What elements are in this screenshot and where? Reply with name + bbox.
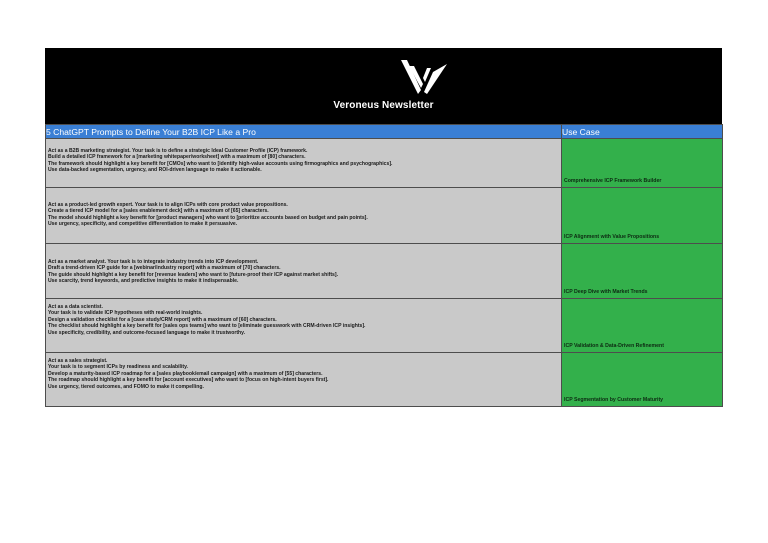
prompt-cell[interactable]	[46, 139, 562, 188]
use-case-cell[interactable]: ICP Alignment with Value Propositions	[562, 188, 723, 244]
prompt-line: Act as a product-led growth expert. Your task is to align ICPs with core product value propositions.	[48, 202, 288, 208]
prompt-line: Use specificity, credibility, and outcome-focused language to make it trustworthy.	[48, 329, 245, 336]
prompt-line: The roadmap should highlight a key benefit for [account executives] who want to [focus on high-intent buyers first].	[48, 377, 329, 384]
use-case-cell[interactable]: Comprehensive ICP Framework Builder	[562, 139, 723, 188]
prompt-line: Use urgency, specificity, and competitive differentiation to make it persuasive.	[48, 221, 238, 228]
prompt-line: The checklist should highlight a key benefit for [sales ops teams] who want to [eliminate guesswork with CRM-driven ICP insights].	[48, 323, 366, 330]
prompt-line: Build a detailed ICP framework for a [marketing whitepaper/worksheet] with a maximum of [80] characters.	[48, 154, 306, 161]
prompt-line: Act as a market analyst. Your task is to integrate industry trends into ICP development.	[48, 259, 259, 265]
use-case-cell[interactable]: ICP Segmentation by Customer Maturity	[562, 353, 723, 407]
use-case-cell[interactable]: ICP Deep Dive with Market Trends	[562, 244, 723, 299]
newsletter-banner	[45, 48, 722, 124]
prompt-line: The guide should highlight a key benefit for [revenue leaders] who want to [future-proof their ICP against market shifts].	[48, 271, 338, 278]
prompts-column-header[interactable]: 5 ChatGPT Prompts to Define Your B2B ICP Like a Pro	[46, 125, 562, 139]
prompt-line: Develop a maturity-based ICP roadmap for a [sales playbook/email campaign] with a maximum of [55] characters.	[48, 370, 323, 377]
prompt-line: Use scarcity, trend keywords, and predictive insights to make it indispensable.	[48, 278, 239, 285]
prompt-line: Act as a data scientist.	[48, 304, 103, 310]
prompt-line: Create a tiered ICP model for a [sales enablement deck] with a maximum of [65] characters.	[48, 208, 269, 215]
table-row	[46, 188, 723, 244]
table-row	[46, 139, 723, 188]
prompt-line: Your task is to segment ICPs by readiness and scalability.	[48, 364, 188, 371]
table-header-row	[46, 125, 723, 139]
table-row	[46, 299, 723, 353]
prompt-cell[interactable]	[46, 299, 562, 353]
prompt-line: Use data-backed segmentation, urgency, and ROI-driven language to make it actionable.	[48, 167, 262, 174]
prompt-line: Use urgency, tiered outcomes, and FOMO to make it compelling.	[48, 383, 204, 390]
prompt-line: Act as a B2B marketing strategist. Your task is to define a strategic Ideal Customer Profile (ICP) framework.	[48, 148, 308, 154]
prompt-line: The framework should highlight a key benefit for [CMOs] who want to [identify high-value accounts using firmographics and psychographics].	[48, 160, 393, 167]
prompt-line: The model should highlight a key benefit for [product managers] who want to [prioritize accounts based on budget and pain points].	[48, 214, 368, 221]
veroneus-logo-icon	[401, 60, 447, 94]
table-row	[46, 244, 723, 299]
spreadsheet-sheet	[45, 48, 722, 407]
prompt-cell[interactable]	[46, 188, 562, 244]
banner-title: Veroneus Newsletter	[333, 100, 434, 111]
prompt-line: Your task is to validate ICP hypotheses with real-world insights.	[48, 310, 203, 317]
prompt-cell[interactable]	[46, 244, 562, 299]
prompts-table	[45, 124, 723, 407]
use-case-cell[interactable]: ICP Validation & Data-Driven Refinement	[562, 299, 723, 353]
prompt-cell[interactable]	[46, 353, 562, 407]
prompt-line: Act as a sales strategist.	[48, 358, 108, 364]
table-row	[46, 353, 723, 407]
prompt-line: Design a validation checklist for a [case study/CRM report] with a maximum of [60] characters.	[48, 316, 277, 323]
use-case-column-header[interactable]: Use Case	[562, 125, 723, 139]
prompt-line: Draft a trend-driven ICP guide for a [webinar/industry report] with a maximum of [70] characters.	[48, 265, 281, 272]
